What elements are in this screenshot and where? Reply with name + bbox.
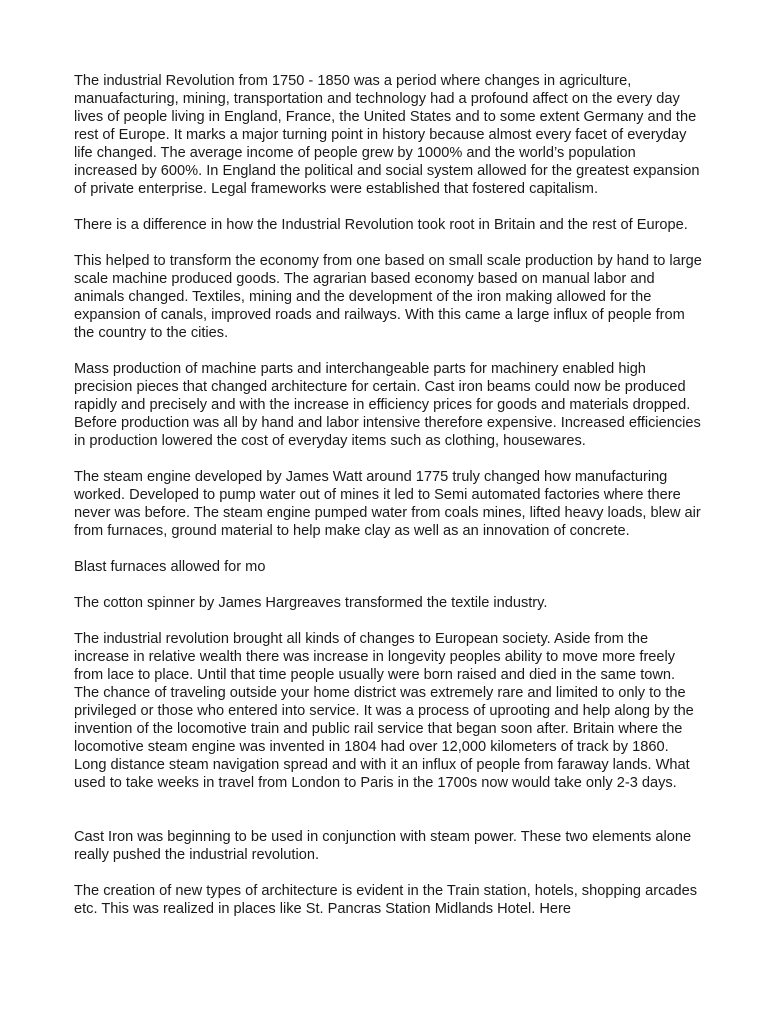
paragraph-cotton-spinner: The cotton spinner by James Hargreaves transformed the textile industry. [74, 595, 548, 611]
paragraph-architecture: The creation of new types of architecture is evident in the Train station, hotels, shopping arcades etc. This was realized in places like St. Pancras Station Midlands Hotel. Here [74, 883, 698, 917]
document-body [74, 72, 702, 936]
paragraph-economy: This helped to transform the economy from one based on small scale production by hand to large scale machine produced goods. The agrarian based economy based on manual labor and animals changed. Textiles, mining and the development of the iron making allowed for the expansion of canals, improved roads and railways. With this came a large influx of people from the country to the cities. [74, 253, 702, 341]
paragraph-britain-europe: There is a difference in how the Industrial Revolution took root in Britain and the rest of Europe. [74, 217, 688, 233]
paragraph-steam-engine: The steam engine developed by James Watt around 1775 truly changed how manufacturing worked. Developed to pump water out of mines it led to Semi automated factories where there never was before. The steam engine pumped water from coals mines, lifted heavy loads, blew air from furnaces, ground material to help make clay as well as an innovation of concrete. [74, 469, 701, 539]
paragraph-mass-production: Mass production of machine parts and interchangeable parts for machinery enabled high precision pieces that changed architecture for certain. Cast iron beams could now be produced rapidly and precisely and with the increase in efficiency prices for goods and materials dropped. Before production was all by hand and labor intensive therefore expensive. Increased efficiencies in production lowered the cost of everyday items such as clothing, housewares. [74, 361, 701, 449]
paragraph-blast-furnaces: Blast furnaces allowed for mo [74, 559, 266, 575]
paragraph-intro: The industrial Revolution from 1750 - 1850 was a period where changes in agriculture, manuafacturing, mining, transportation and technology had a profound affect on the every day lives of people living in England, France, the United States and to some extent Germany and the rest of Europe. It marks a major turning point in history because almost every facet of everyday life changed. The average income of people grew by 1000% and the world’s population increased by 600%. In England the political and social system allowed for the greatest expansion of private enterprise. Legal frameworks were established that fostered capitalism. [74, 73, 700, 197]
paragraph-society-changes: The industrial revolution brought all kinds of changes to European society. Aside from the increase in relative wealth there was increase in longevity peoples ability to move more freely from lace to place. Until that time people usually were born raised and died in the same town. The chance of traveling outside your home district was extremely rare and limited to only to the privileged or those who entered into service. It was a process of uprooting and help along by the invention of the locomotive train and public rail service that began soon after. Britain where the locomotive steam engine was invented in 1804 had over 12,000 kilometers of track by 1860. Long distance steam navigation spread and with it an influx of people from faraway lands. What used to take weeks in travel from London to Paris in the 1700s now would take only 2-3 days. [74, 631, 694, 791]
paragraph-cast-iron: Cast Iron was beginning to be used in conjunction with steam power. These two elements alone really pushed the industrial revolution. [74, 829, 692, 863]
